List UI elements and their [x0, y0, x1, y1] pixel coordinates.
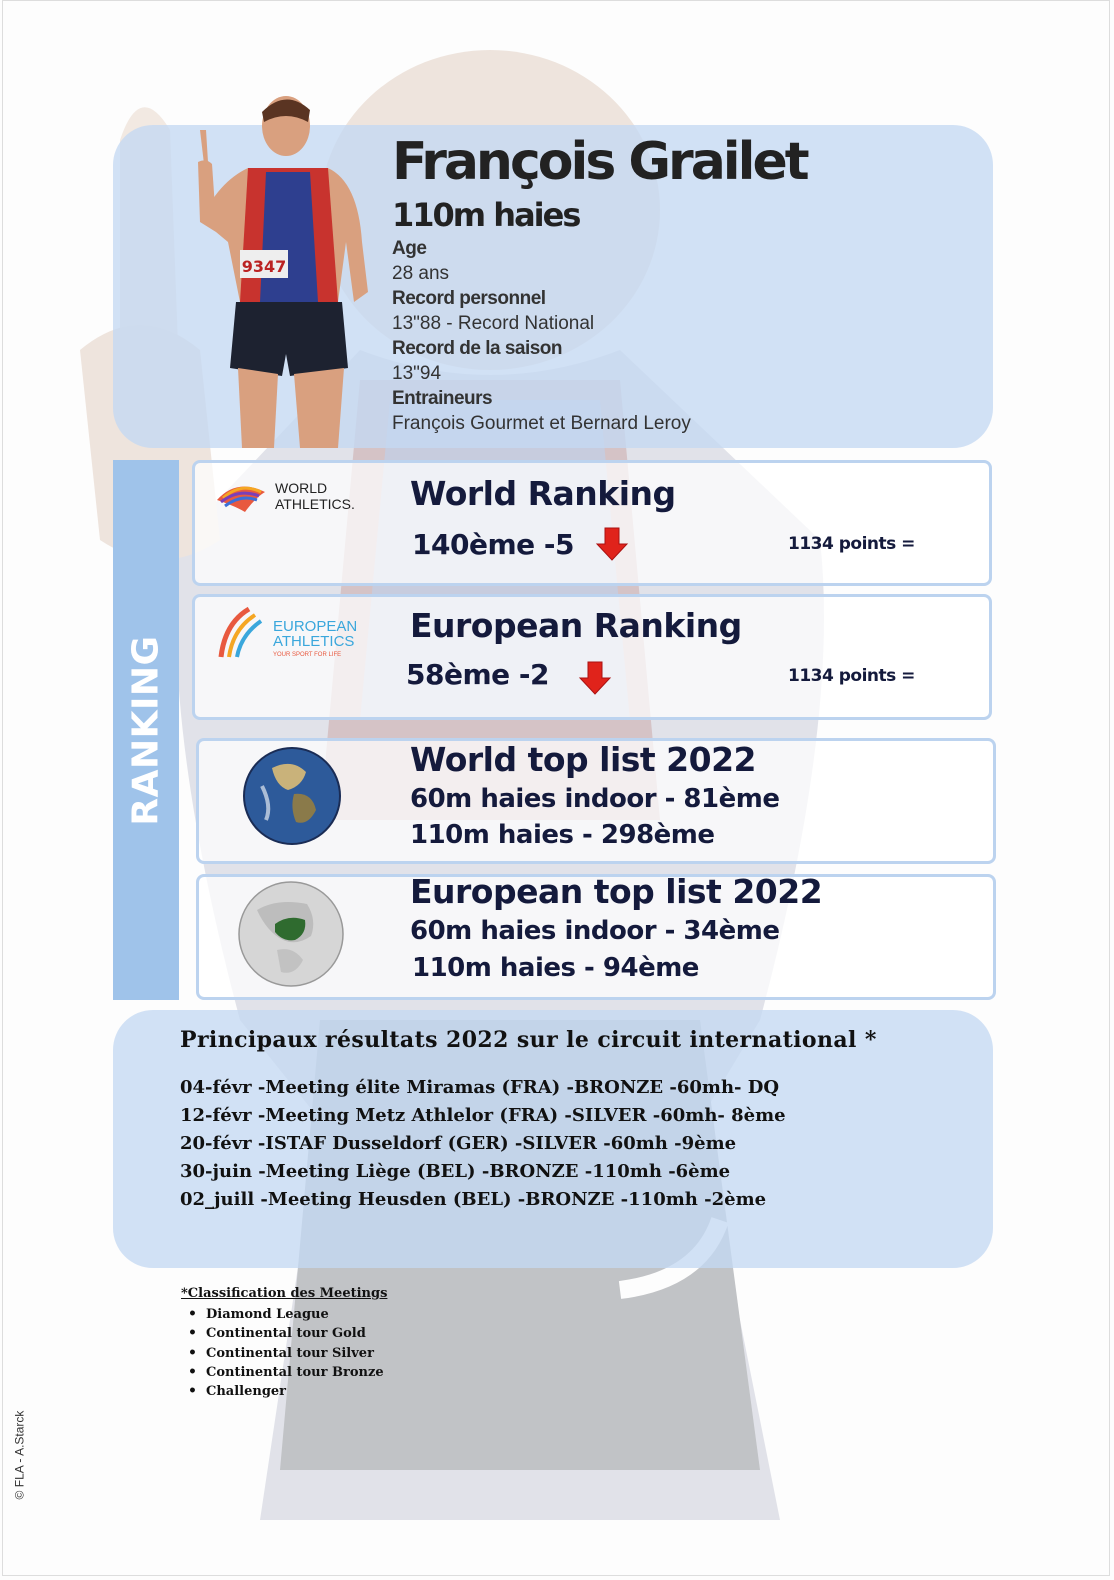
world-top-list-line1: 60m haies indoor - 81ème	[410, 784, 780, 814]
ranking-sidebar-label: RANKING	[125, 634, 167, 826]
world-athletics-logo	[215, 478, 375, 516]
european-athletics-logo-tagline: YOUR SPORT FOR LIFE	[273, 652, 342, 658]
world-ranking-position: 140ème -5	[412, 528, 574, 561]
european-ranking-points: 1134 points =	[788, 666, 915, 686]
european-ranking-title: European Ranking	[410, 606, 742, 645]
photo-credit-wrap	[2, 1410, 36, 1500]
age-value: 28 ans	[392, 263, 450, 284]
europe-globe-icon	[237, 880, 345, 988]
result-item: 04-févr -Meeting élite Miramas (FRA) -BRONZE -60mh- DQ	[180, 1077, 780, 1098]
result-item: 02_juill -Meeting Heusden (BEL) -BRONZE -110mh -2ème	[180, 1189, 767, 1210]
coaches-value: François Gourmet et Bernard Leroy	[392, 413, 691, 434]
world-ranking-title: World Ranking	[410, 474, 676, 513]
european-athletics-logo	[215, 605, 375, 661]
european-top-list-line2: 110m haies - 94ème	[412, 953, 699, 983]
result-item: 20-févr -ISTAF Dusseldorf (GER) -SILVER -60mh -9ème	[180, 1133, 737, 1154]
classification-item: • Challenger	[188, 1382, 384, 1401]
meeting-classification-list	[188, 1305, 384, 1401]
classification-item: • Continental tour Bronze	[188, 1363, 384, 1382]
world-athletics-logo-line2: ATHLETICS.	[275, 496, 355, 512]
european-top-list-line1: 60m haies indoor - 34ème	[410, 916, 780, 946]
photo-credit: © FLA - A.Starck	[12, 1410, 26, 1500]
down-arrow-icon	[578, 660, 612, 696]
classification-item: • Continental tour Gold	[188, 1324, 384, 1343]
world-top-list-title: World top list 2022	[410, 740, 757, 779]
world-top-list-line2: 110m haies - 298ème	[410, 820, 715, 850]
season-record-label: Record de la saison	[392, 338, 563, 359]
athlete-event: 110m haies	[392, 196, 580, 234]
ranking-sidebar-label-wrap	[113, 460, 179, 1000]
personal-record-label: Record personnel	[392, 288, 546, 309]
classification-item: • Continental tour Silver	[188, 1344, 384, 1363]
result-item: 12-févr -Meeting Metz Athlelor (FRA) -SILVER -60mh- 8ème	[180, 1105, 786, 1126]
earth-globe-icon	[242, 746, 342, 846]
classification-item: • Diamond League	[188, 1305, 384, 1324]
results-title: Principaux résultats 2022 sur le circuit international *	[180, 1027, 877, 1053]
european-athletics-logo-line1: EUROPEAN	[273, 618, 358, 635]
bib-number: 9347	[241, 257, 287, 276]
world-ranking-points: 1134 points =	[788, 534, 915, 554]
season-record-value: 13"94	[392, 363, 442, 384]
results-list	[180, 1074, 786, 1214]
coaches-label: Entraineurs	[392, 388, 493, 409]
european-athletics-logo-line2: ATHLETICS	[273, 633, 355, 650]
meeting-classification-title: *Classification des Meetings	[181, 1286, 388, 1301]
result-item: 30-juin -Meeting Liège (BEL) -BRONZE -110mh -6ème	[180, 1161, 731, 1182]
athlete-photo	[178, 92, 368, 448]
world-athletics-logo-line1: WORLD	[275, 480, 328, 496]
athlete-name: François Grailet	[392, 132, 807, 192]
athlete-info	[392, 236, 691, 436]
european-ranking-position: 58ème -2	[406, 658, 549, 691]
personal-record-value: 13"88 - Record National	[392, 313, 595, 334]
age-label: Age	[392, 238, 427, 259]
down-arrow-icon	[595, 526, 629, 562]
european-top-list-title: European top list 2022	[410, 872, 823, 911]
